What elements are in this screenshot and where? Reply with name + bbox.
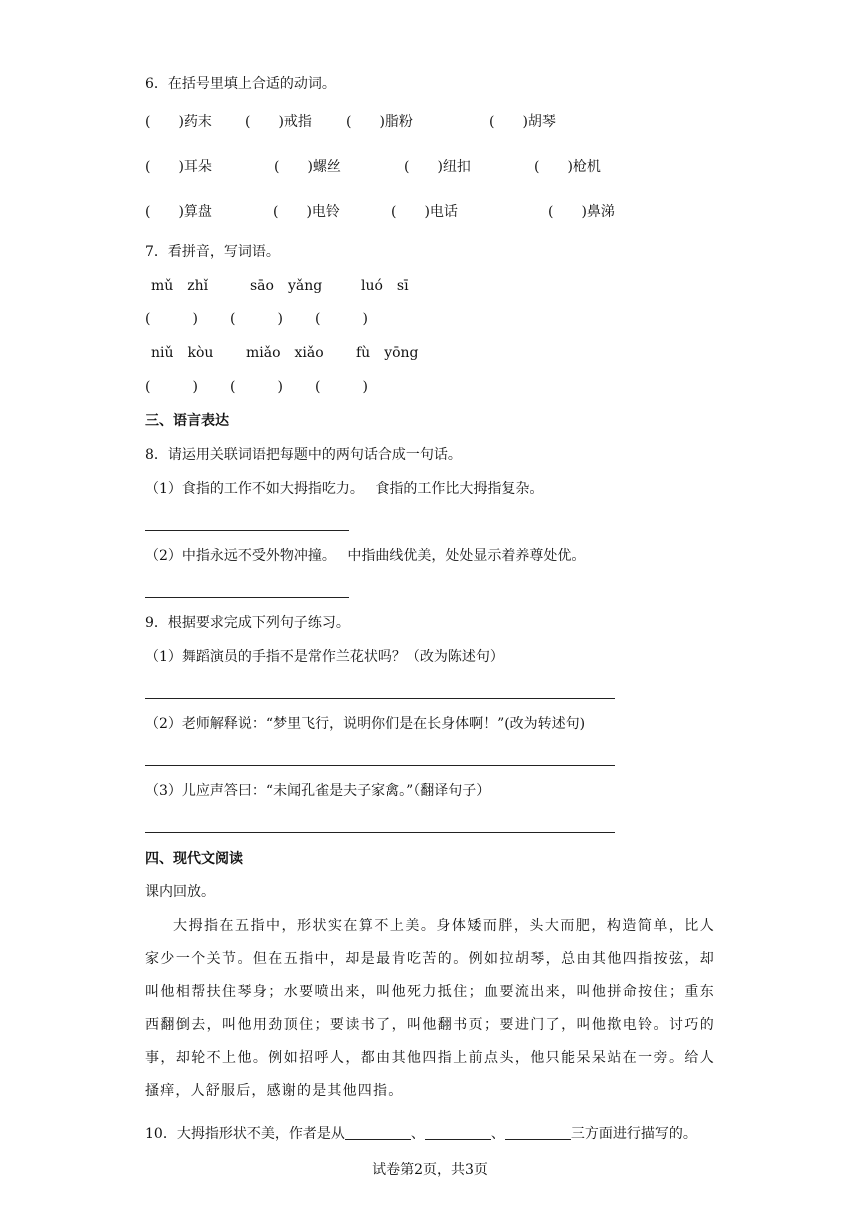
answer-line[interactable] xyxy=(145,597,349,598)
q6-item: ( )药末 xyxy=(145,114,212,130)
answer-bracket[interactable]: ( ) xyxy=(145,379,198,395)
q10-question xyxy=(145,1124,697,1144)
q8-title: 8．请运用关联词语把每题中的两句话合成一句话。 xyxy=(145,447,462,463)
q6-row-2 xyxy=(145,157,745,177)
answer-blank[interactable] xyxy=(505,1125,571,1140)
q6-title: 6．在括号里填上合适的动词。 xyxy=(145,76,336,92)
q7-pinyin-row-2 xyxy=(145,343,745,363)
passage-intro: 课内回放。 xyxy=(145,884,215,900)
q7-bracket-row-1 xyxy=(145,309,745,329)
page-footer: 试卷第2页，共3页 xyxy=(372,1162,488,1178)
q10-sep: 、 xyxy=(410,1126,425,1142)
pinyin: sāo yǎng xyxy=(250,278,323,294)
answer-bracket[interactable]: ( ) xyxy=(315,379,368,395)
section-4-heading: 四、现代文阅读 xyxy=(145,851,243,867)
pinyin: mǔ zhǐ xyxy=(151,278,209,294)
answer-bracket[interactable]: ( ) xyxy=(315,311,368,327)
pinyin: luó sī xyxy=(361,278,409,294)
answer-blank[interactable] xyxy=(345,1125,411,1140)
pinyin: niǔ kòu xyxy=(151,345,214,361)
q6-item: ( )胡琴 xyxy=(489,114,556,130)
q9-item-2: （2）老师解释说：“梦里飞行，说明你们是在长身体啊！”(改为转述句) xyxy=(145,716,586,732)
q9-item-1: （1）舞蹈演员的手指不是常作兰花状吗？（改为陈述句） xyxy=(145,649,504,665)
answer-bracket[interactable]: ( ) xyxy=(230,311,283,327)
q9-item-3: （3）儿应声答曰：“未闻孔雀是夫子家禽。”（翻译句子） xyxy=(145,783,491,799)
q7-bracket-row-2 xyxy=(145,377,745,397)
answer-line[interactable] xyxy=(145,832,615,833)
q10-suffix: 三方面进行描写的。 xyxy=(570,1126,697,1142)
q7-title: 7．看拼音，写词语。 xyxy=(145,244,280,260)
q6-item: ( )戒指 xyxy=(245,114,312,130)
answer-blank[interactable] xyxy=(425,1125,491,1140)
reading-passage: 大拇指在五指中，形状实在算不上美。身体矮而胖，头大而肥，构造简单，比人家少一个关节。但在五指中，却是最肯吃苦的。例如拉胡琴，总由其他四指按弦，却叫他相帮扶住琴身；水要喷出来，叫他死力抵住；血要流出来，叫他拼命按住；重东西翻倒去，叫他用劲顶住；要读书了，叫他翻书页；要进门了，叫他揿电铃。讨巧的事，却轮不上他。例如招呼人，都由其他四指上前点头，他只能呆呆站在一旁。给人搔痒，人舒服后，感谢的是其他四指。 xyxy=(145,918,715,1099)
q6-item: ( )算盘 xyxy=(145,204,212,220)
q6-item: ( )脂粉 xyxy=(346,114,413,130)
section-3-heading: 三、语言表达 xyxy=(145,413,229,429)
q6-item: ( )纽扣 xyxy=(404,159,471,175)
q6-item: ( )耳朵 xyxy=(145,159,212,175)
q10-sep: 、 xyxy=(490,1126,505,1142)
q6-item: ( )枪机 xyxy=(534,159,601,175)
answer-bracket[interactable]: ( ) xyxy=(145,311,198,327)
pinyin: miǎo xiǎo xyxy=(246,345,324,361)
answer-line[interactable] xyxy=(145,530,349,531)
q8-item-1: （1）食指的工作不如大拇指吃力。 食指的工作比大拇指复杂。 xyxy=(145,481,544,497)
pinyin: fù yōng xyxy=(356,345,419,361)
q6-item: ( )鼻涕 xyxy=(548,204,615,220)
q8-item-2: （2）中指永远不受外物冲撞。 中指曲线优美，处处显示着养尊处优。 xyxy=(145,548,586,564)
answer-line[interactable] xyxy=(145,765,615,766)
q10-prefix: 10．大拇指形状不美，作者是从 xyxy=(145,1126,345,1142)
q6-item: ( )电话 xyxy=(391,204,458,220)
q9-title: 9．根据要求完成下列句子练习。 xyxy=(145,615,350,631)
q7-pinyin-row-1 xyxy=(145,276,745,296)
q6-row-3 xyxy=(145,202,745,222)
q6-item: ( )电铃 xyxy=(273,204,340,220)
q6-row-1 xyxy=(145,112,745,132)
q6-item: ( )螺丝 xyxy=(274,159,341,175)
answer-bracket[interactable]: ( ) xyxy=(230,379,283,395)
answer-line[interactable] xyxy=(145,698,615,699)
